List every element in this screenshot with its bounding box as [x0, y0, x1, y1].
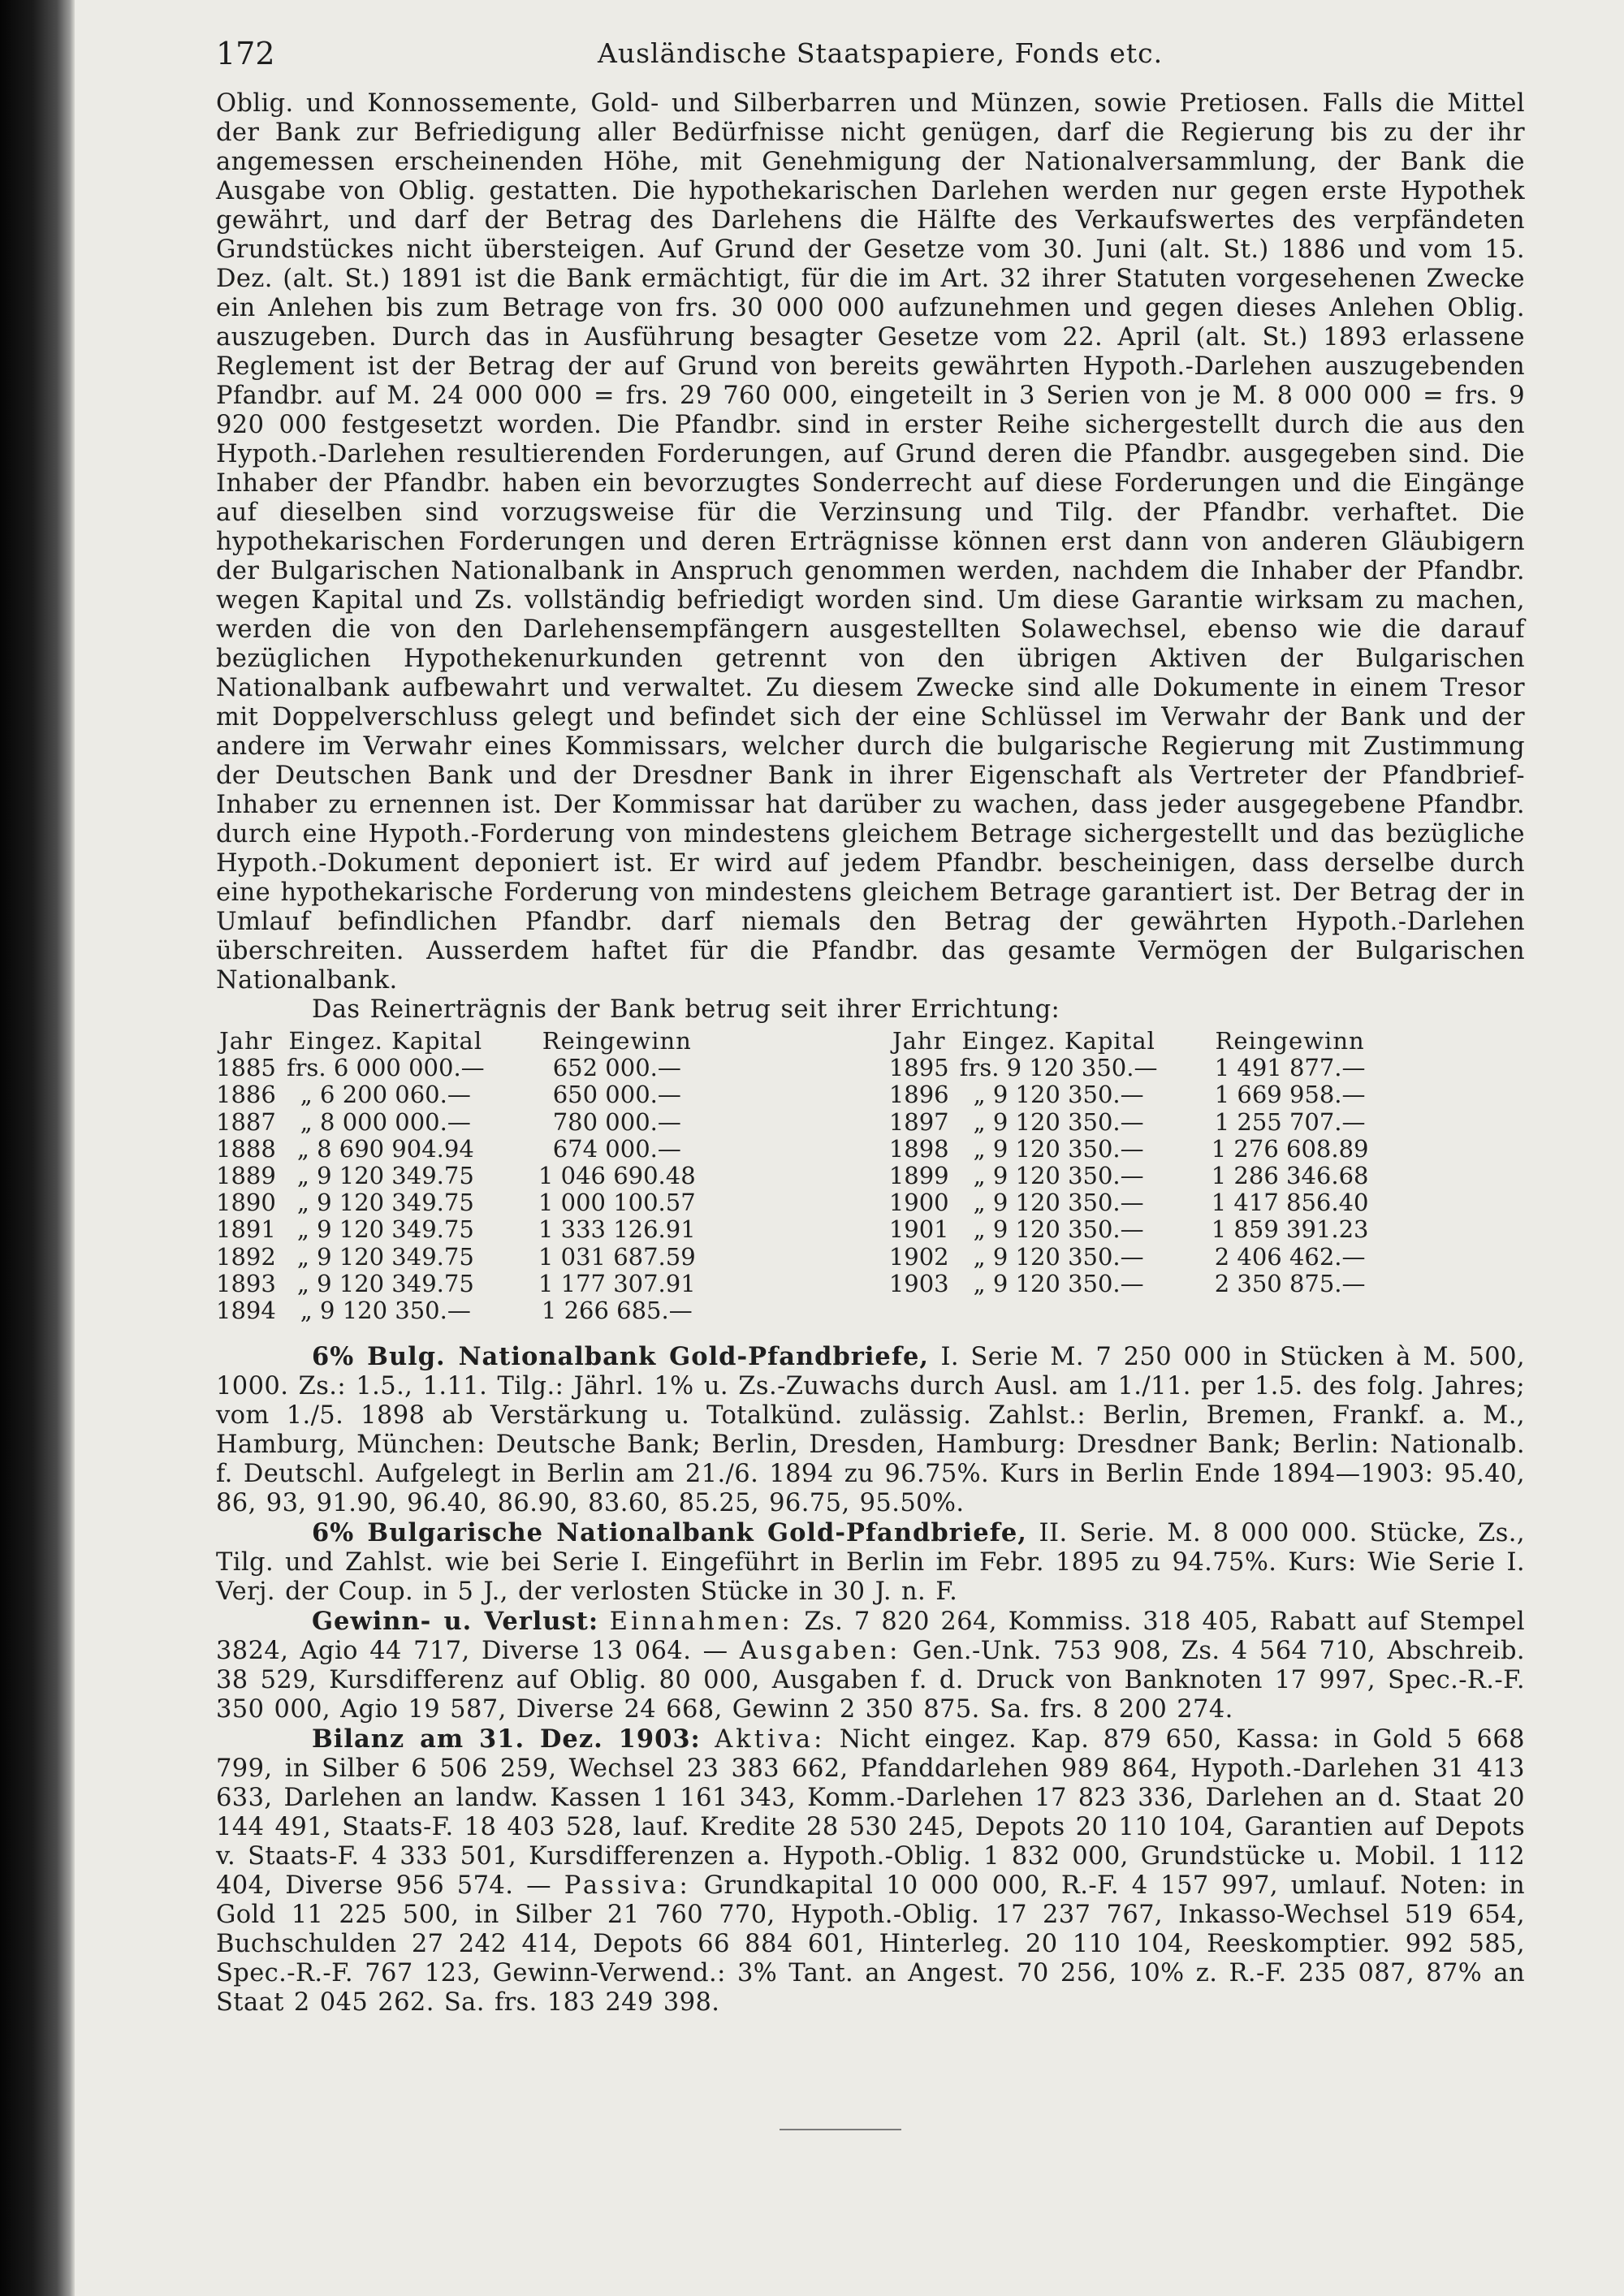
- cell-profit: 674 000.—: [552, 1134, 681, 1163]
- cell-profit: [1168, 1297, 1412, 1324]
- cell-year: 1894: [216, 1297, 276, 1325]
- cell-capital: „ 9 120 350.—: [973, 1107, 1144, 1136]
- cell-capital: „ 9 120 350.—: [973, 1189, 1144, 1217]
- earnings-table-row: [216, 1297, 1412, 1324]
- cell-profit: 1 255 707.—: [1214, 1107, 1366, 1136]
- entry-bilanz-title: Bilanz am 31. Dez. 1903:: [312, 1724, 701, 1754]
- earnings-intro: Das Reinerträgnis der Bank betrug seit ihrer Errichtung:: [312, 995, 1060, 1024]
- cell-year: 1893: [216, 1269, 276, 1297]
- earnings-table-header: [216, 1028, 1412, 1055]
- cell-year: 1887: [216, 1107, 276, 1136]
- cell-year: 1885: [216, 1054, 276, 1082]
- cell-year: 1903: [888, 1269, 949, 1297]
- cell-capital: „ 9 120 350.—: [973, 1162, 1144, 1190]
- entry-serie-2-title: 6% Bulgarische Nationalbank Gold-Pfandbriefe,: [312, 1518, 1027, 1548]
- book-binding-edge: [0, 0, 75, 2296]
- cell-profit: 1 000 100.57: [538, 1189, 696, 1217]
- entry-serie-2-text: II. Serie. M. 8 000 000. Stücke, Zs., Tilg. und Zahlst. wie bei Serie I. Eingeführt in Berlin im Febr. 1895 zu 94.75%. Kurs: Wie Serie I. Verj. der Coup. in 5 J., der verlosten Stücke in 30 J. n. F.: [216, 1519, 1525, 1607]
- col-header-profit-left: Reingewinn: [542, 1027, 692, 1055]
- label-ausgaben: Ausgaben:: [739, 1637, 901, 1666]
- entry-bilanz: [216, 1724, 1525, 2018]
- footer-rule: [780, 2129, 901, 2130]
- cell-profit: 780 000.—: [552, 1107, 681, 1136]
- col-header-capital-left: Eingez. Kapital: [288, 1027, 483, 1055]
- cell-capital: frs. 6 000 000.—: [286, 1054, 485, 1082]
- cell-profit: 1 417 856.40: [1211, 1189, 1369, 1217]
- earnings-table-row: [216, 1081, 1412, 1108]
- cell-profit: 1 276 608.89: [1211, 1134, 1369, 1163]
- col-header-profit-right: Reingewinn: [1215, 1027, 1365, 1055]
- text-aktiva: Nicht eingez. Kap. 879 650, Kassa: in Gold 5 668 799, in Silber 6 506 259, Wechsel 23 383 662, Pfanddarlehen 989 864, Hypoth.-Darlehen 31 413 633, Darlehen an landw. Kassen 1 161 343, Komm.-Darlehen 17 823 336, Darlehen an d. Staat 20 144 491, Staats-F. 18 403 528, lauf. Kredite 28 530 245, Depots 20 110 104, Garantien auf Depots v. Staats-F. 4 333 501, Kursdifferenzen a. Hypoth.-Oblig. 1 832 000, Grundstücke u. Mobil. 1 112 404, Diverse 956 574. —: [216, 1725, 1525, 1901]
- earnings-table-row: [216, 1055, 1412, 1081]
- earnings-table-row: [216, 1163, 1412, 1189]
- cell-capital: „ 9 120 349.75: [296, 1162, 474, 1190]
- page-number: 172: [216, 36, 275, 71]
- cell-capital: „ 8 000 000.—: [300, 1107, 471, 1136]
- cell-year: 1896: [888, 1081, 949, 1109]
- cell-profit: 1 286 346.68: [1211, 1162, 1369, 1190]
- earnings-table: [216, 1028, 1412, 1324]
- entry-gewinn-title: Gewinn- u. Verlust:: [312, 1607, 599, 1637]
- cell-profit: 1 333 126.91: [538, 1215, 696, 1244]
- cell-year: 1892: [216, 1242, 276, 1271]
- main-text: [216, 89, 1525, 1025]
- cell-year: 1900: [888, 1189, 949, 1217]
- entries: [216, 1342, 1525, 2018]
- earnings-table-row: [216, 1216, 1412, 1243]
- col-header-year-right: Jahr: [892, 1027, 946, 1055]
- entry-serie-1: [216, 1342, 1525, 1518]
- cell-year: 1899: [888, 1162, 949, 1190]
- col-header-year-left: Jahr: [219, 1027, 273, 1055]
- cell-profit: 2 406 462.—: [1214, 1242, 1366, 1271]
- cell-year: 1891: [216, 1215, 276, 1244]
- cell-year: 1888: [216, 1134, 276, 1163]
- paragraph-main: Oblig. und Konnossemente, Gold- und Silberbarren und Münzen, sowie Pretiosen. Falls die Mittel der Bank zur Befriedigung aller Bedürfnisse nicht genügen, darf die Regierung bis zu der ihr angemessen erscheinenden Höhe, mit Genehmigung der Nationalversammlung, der Bank die Ausgabe von Oblig. gestatten. Die hypothekarischen Darlehen werden nur gegen erste Hypothek gewährt, und darf der Betrag des Darlehens die Hälfte des Verkaufswertes des verpfändeten Grundstückes nicht übersteigen. Auf Grund der Gesetze vom 30. Juni (alt. St.) 1886 und vom 15. Dez. (alt. St.) 1891 ist die Bank ermächtigt, für die im Art. 32 ihrer Statuten vorgesehenen Zwecke ein Anlehen bis zum Betrage von frs. 30 000 000 aufzunehmen und gegen dieses Anlehen Oblig. auszugeben. Durch das in Ausführung besagter Gesetze vom 22. April (alt. St.) 1893 erlassene Reglement ist der Betrag der auf Grund von bereits gewährten Hypoth.-Darlehen auszugebenden Pfandbr. auf M. 24 000 000 = frs. 29 760 000, eingeteilt in 3 Serien von je M. 8 000 000 = frs. 9 920 000 festgesetzt worden. Die Pfandbr. sind in erster Reihe sichergestellt durch die aus den Hypoth.-Darlehen resultierenden Forderungen, auf Grund deren die Pfandbr. ausgegeben sind. Die Inhaber der Pfandbr. haben ein bevorzugtes Sonderrecht auf diese Forderungen und die Eingänge auf dieselben sind vorzugsweise für die Verzinsung und Tilg. der Pfandbr. verhaftet. Die hypothekarischen Forderungen und deren Erträgnisse können erst dann von anderen Gläubigern der Bulgarischen Nationalbank in Anspruch genommen werden, nachdem die Inhaber der Pfandbr. wegen Kapital und Zs. vollständig befriedigt worden sind. Um diese Garantie wirksam zu machen, werden die von den Darlehensempfängern ausgestellten Solawechsel, ebenso wie die darauf bezüglichen Hypothekenurkunden getrennt von den übrigen Aktiven der Bulgarischen Nationalbank aufbewahrt und verwaltet. Zu diesem Zwecke sind alle Dokumente in einem Tresor mit Doppelverschluss gelegt und befindet sich der eine Schlüssel im Verwahr der Bank und der andere im Verwahr eines Kommissars, welcher durch die bulgarische Regierung mit Zustimmung der Deutschen Bank und der Dresdner Bank in ihrer Eigenschaft als Vertreter der Pfandbrief-Inhaber zu ernennen ist. Der Kommissar hat darüber zu wachen, dass jeder ausgegebene Pfandbr. durch eine Hypoth.-Forderung von mindestens gleichem Betrage sichergestellt und das bezügliche Hypoth.-Dokument deponiert ist. Er wird auf jedem Pfandbr. bescheinigen, dass derselbe durch eine hypothekarische Forderung von mindestens gleichem Betrage garantiert ist. Der Betrag der in Umlauf befindlichen Pfandbr. darf niemals den Betrag der gewährten Hypoth.-Darlehen überschreiten. Ausserdem haftet für die Pfandbr. das gesamte Vermögen der Bulgarischen Nationalbank.: [216, 89, 1525, 995]
- cell-year: 1889: [216, 1162, 276, 1190]
- entry-serie-1-text: I. Serie M. 7 250 000 in Stücken à M. 500, 1000. Zs.: 1.5., 1.11. Tilg.: Jährl. 1% u. Zs.-Zuwachs durch Ausl. am 1./11. per 1.5. des folg. Jahres; vom 1./5. 1898 ab Verstärkung u. Totalkünd. zulässig. Zahlst.: Berlin, Bremen, Frankf. a. M., Hamburg, München: Deutsche Bank; Berlin, Dresden, Hamburg: Dresdner Bank; Berlin: Nationalb. f. Deutschl. Aufgelegt in Berlin am 21./6. 1894 zu 96.75%. Kurs in Berlin Ende 1894—1903: 95.40, 86, 93, 91.90, 96.40, 86.90, 83.60, 85.25, 96.75, 95.50%.: [216, 1343, 1525, 1518]
- earnings-table-body: [216, 1055, 1412, 1324]
- text-ausgaben: Gen.-Unk. 753 908, Zs. 4 564 710, Abschreib. 38 529, Kursdifferenz auf Oblig. 80 000, Ausgaben f. d. Druck von Banknoten 17 997, Spec.-R.-F. 350 000, Agio 19 587, Diverse 24 668, Gewinn 2 350 875. Sa. frs. 8 200 274.: [216, 1637, 1525, 1724]
- earnings-table-row: [216, 1109, 1412, 1136]
- cell-year: 1901: [888, 1215, 949, 1244]
- cell-profit: 1 031 687.59: [538, 1242, 696, 1271]
- cell-profit: 1 491 877.—: [1214, 1054, 1366, 1082]
- cell-capital: „ 9 120 349.75: [296, 1189, 474, 1217]
- cell-capital: „ 6 200 060.—: [300, 1081, 471, 1109]
- cell-profit: 1 046 690.48: [538, 1162, 696, 1190]
- cell-year: 1897: [888, 1107, 949, 1136]
- cell-capital: „ 9 120 350.—: [973, 1134, 1144, 1163]
- cell-year: 1895: [888, 1054, 949, 1082]
- col-header-capital-right: Eingez. Kapital: [961, 1027, 1155, 1055]
- earnings-table-row: [216, 1189, 1412, 1216]
- cell-profit: 1 266 685.—: [541, 1297, 693, 1325]
- page: [216, 32, 1525, 2018]
- cell-profit: 650 000.—: [552, 1081, 681, 1109]
- cell-capital: frs. 9 120 350.—: [959, 1054, 1158, 1082]
- earnings-table-row: [216, 1244, 1412, 1271]
- cell-capital: „ 9 120 350.—: [973, 1242, 1144, 1271]
- label-einnahmen: Einnahmen:: [609, 1608, 793, 1637]
- cell-capital: „ 9 120 350.—: [973, 1081, 1144, 1109]
- cell-profit: 1 669 958.—: [1214, 1081, 1366, 1109]
- text-passiva: Grundkapital 10 000 000, R.-F. 4 157 997, umlauf. Noten: in Gold 11 225 500, in Silber 21 760 770, Hypoth.-Oblig. 17 237 767, Inkasso-Wechsel 519 654, Buchschulden 27 242 414, Depots 66 884 601, Hinterleg. 20 110 104, Reeskomptier. 992 585, Spec.-R.-F. 767 123, Gewinn-Verwend.: 3% Tant. an Angest. 70 256, 10% z. R.-F. 235 087, 87% an Staat 2 045 262. Sa. frs. 183 249 398.: [216, 1871, 1525, 2018]
- earnings-table-row: [216, 1136, 1412, 1163]
- entry-gewinn-verlust: [216, 1607, 1525, 1724]
- cell-capital: „ 9 120 349.75: [296, 1215, 474, 1244]
- cell-year: [889, 1297, 949, 1324]
- entry-serie-1-title: 6% Bulg. Nationalbank Gold-Pfandbriefe,: [312, 1342, 929, 1372]
- earnings-table-row: [216, 1271, 1412, 1297]
- cell-capital: „ 9 120 350.—: [300, 1297, 471, 1325]
- cell-capital: „ 9 120 350.—: [973, 1215, 1144, 1244]
- cell-capital: „ 8 690 904.94: [296, 1134, 474, 1163]
- cell-year: 1890: [216, 1189, 276, 1217]
- cell-year: 1886: [216, 1081, 276, 1109]
- text-einnahmen: Zs. 7 820 264, Kommiss. 318 405, Rabatt auf Stempel 3824, Agio 44 717, Diverse 13 064. —: [216, 1608, 1525, 1666]
- cell-profit: 1 859 391.23: [1211, 1215, 1369, 1244]
- cell-year: 1898: [888, 1134, 949, 1163]
- label-passiva: Passiva:: [564, 1871, 691, 1901]
- running-header: [216, 32, 1525, 75]
- cell-year: 1902: [888, 1242, 949, 1271]
- label-aktiva: Aktiva:: [715, 1725, 826, 1754]
- entry-serie-2: [216, 1518, 1525, 1607]
- cell-capital: [949, 1297, 1168, 1324]
- cell-profit: 1 177 307.91: [538, 1269, 696, 1297]
- cell-capital: „ 9 120 349.75: [296, 1269, 474, 1297]
- cell-profit: 652 000.—: [552, 1054, 681, 1082]
- cell-profit: 2 350 875.—: [1214, 1269, 1366, 1297]
- header-title: Ausländische Staatspapiere, Fonds etc.: [598, 37, 1164, 69]
- cell-capital: „ 9 120 350.—: [973, 1269, 1144, 1297]
- cell-capital: „ 9 120 349.75: [296, 1242, 474, 1271]
